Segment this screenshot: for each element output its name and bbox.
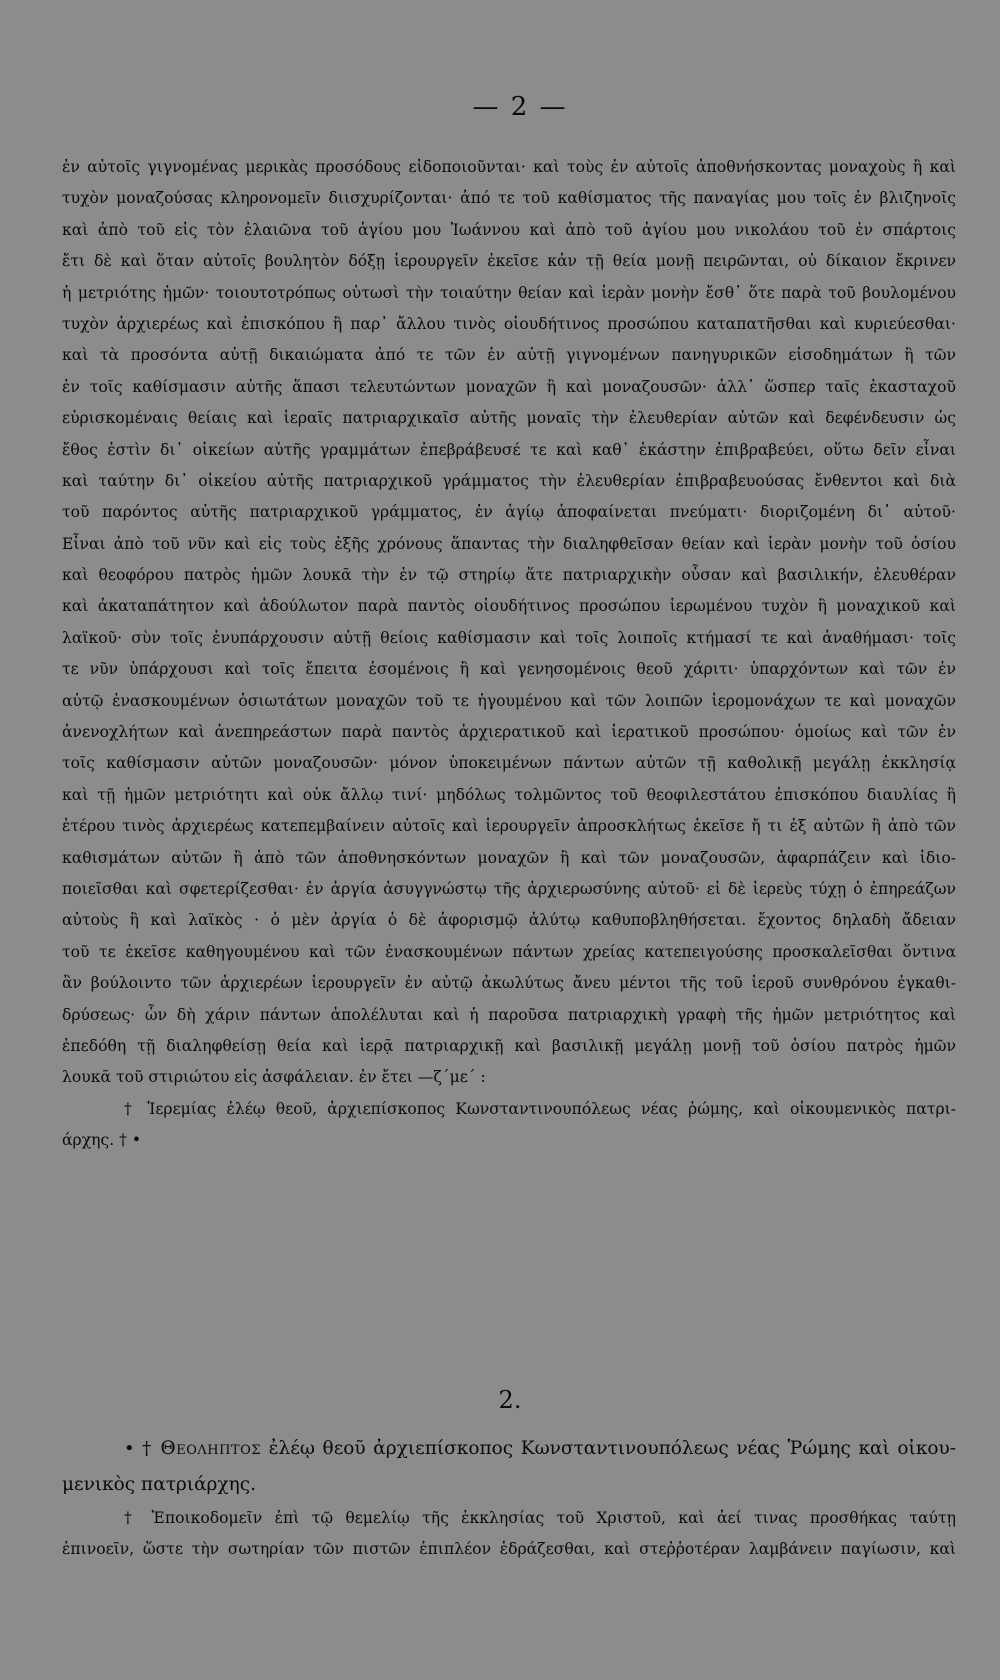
text-line: δρύσεως· ὧν δὴ χάριν πάντων ἀπολέλυται καὶ ἡ παροῦσα πατριαρχικὴ γραφὴ τῆς ἡμῶν μετριότητος καὶ (62, 1005, 956, 1024)
text-line: καὶ τὰ προσόντα αὐτῇ δικαιώματα ἀπό τε τῶν ἐν αὐτῇ γιγνομένων πανηγυρικῶν εἰσοδημάτων ἢ τῶν (62, 346, 956, 365)
text-line: τοῦ τε ἐκεῖσε καθηγουμένου καὶ τῶν ἐνασκουμένων πάντων χρείας κατεπειγούσης προσκαλεῖσθαι ὅντινα (62, 942, 956, 961)
document-body (62, 152, 956, 1157)
text-line: ἔτι δὲ καὶ ὅταν αὐτοῖς βουλητὸν δόξῃ ἱερουργεῖν ἐκεῖσε κἀν τῇ θεία μονῇ πειρῶνται, οὐ δίκαιον ἔκρινεν (62, 252, 956, 271)
text-line: εὑρισκομέναις θείαις καὶ ἱεραῖς πατριαρχικαῖσ αὐτῆς μοναῖς τὴν ἐλευθερίαν αὐτῶν καὶ δεφένδευσιν ὡς (62, 409, 956, 428)
text-line: καὶ τῇ ἡμῶν μετριότητι καὶ οὐκ ἄλλῳ τινί· μηδόλως τολμῶντος τοῦ θεοφιλεστάτου ἐπισκόπου διαυλίας ἢ (62, 785, 956, 804)
section-number: 2. (498, 1386, 522, 1414)
section-body (62, 1431, 956, 1566)
text-line: καὶ ταύτην δι᾽ οἰκείου αὐτῆς πατριαρχικοῦ γράμματος τὴν ἐλευθερίαν ἐπιβραβευούσας ἔνθεντοι καὶ διὰ (62, 471, 956, 490)
signature-line-end: άρχης. † • (62, 1131, 142, 1150)
text-line: τοῖς καθίσμασιν αὐτῶν μοναζουσῶν· μόνον ὑποκειμένων πάντων αὐτῶν τῇ καθολικῇ μεγάλῃ ἐκκλησίᾳ (62, 754, 956, 773)
page-number: — 2 — (472, 92, 568, 122)
text-line: ἑτέρου τινὸς ἀρχιερέως κατεπεμβαίνειν αὐτοῖς καὶ ἱερουργεῖν ἀπροσκλήτως ἐκεῖσε ἤ τι ἐξ αὐτῶν ἢ ἀπὸ τῶν (62, 817, 956, 836)
heading-name: Θεοληπτος (160, 1438, 261, 1459)
text-line: τυχὸν ἀρχιερέως καὶ ἐπισκόπου ἢ παρ᾽ ἄλλου τινὸς οἱουδήτινος προσώπου καταπατῆσθαι καὶ κυριεύεσθαι· (62, 314, 956, 333)
text-line: τε νῦν ὑπάρχουσι καὶ τοῖς ἔπειτα ἐσομένοις ἢ καὶ γενησομένοις θεοῦ χάριτι· ὑπαρχόντων καὶ τῶν ἐν (62, 660, 956, 679)
text-line: αὐτῷ ἐνασκουμένων ὁσιωτάτων μοναχῶν τοῦ τε ἡγουμένου καὶ τῶν λοιπῶν ἱερομονάχων τε καὶ μοναχῶν (62, 691, 956, 710)
text-line-date: λουκᾶ τοῦ στιριώτου εἰς ἀσφάλειαν. ἐν ἔτει —ζ΄με΄ : (62, 1068, 486, 1087)
cross-mark: • † (124, 1438, 153, 1459)
text-line: ἀνενοχλήτων καὶ ἀνεπηρεάστων παρὰ παντὸς ἀρχιερατικοῦ καὶ ἱερατικοῦ προσώπου· ὁμοίως καὶ τῶν ἐν (62, 723, 956, 742)
text-line: καὶ ἀπὸ τοῦ εἰς τὸν ἐλαιῶνα τοῦ ἁγίου μου Ἰωάννου καὶ ἀπὸ τοῦ ἁγίου μου νικολάου τοῦ ἐν σπάρτοις (62, 220, 956, 239)
text-line: καὶ ἀκαταπάτητον καὶ ἀδούλωτον παρὰ παντὸς οἱουδήτινος προσώπου ἱερωμένου τυχὸν ἢ μοναχικοῦ καὶ (62, 597, 956, 616)
text-line: ἔθος ἐστὶν δι᾽ οἰκείων αὐτῆς γραμμάτων ἐπεβράβευσέ τε καὶ καθ᾽ ἑκάστην ἐπιβραβεύει, οὕτω δεῖν εἶναι (62, 440, 956, 459)
text-line: ἐν τοῖς καθίσμασιν αὐτῆς ἅπασι τελευτώντων μοναχῶν ἢ καὶ μοναζουσῶν· ἀλλ᾽ ὥσπερ ταῖς ἑκασταχοῦ (62, 377, 956, 396)
text-line: καὶ θεοφόρου πατρὸς ἡμῶν λουκᾶ τὴν ἐν τῷ στηρίῳ ἅτε πατριαρχικὴν οὖσαν καὶ βασιλικήν, ἐλευθέραν (62, 566, 956, 585)
section-text-line: † Ἐποικοδομεῖν ἐπὶ τῷ θεμελίῳ τῆς ἐκκλησίας τοῦ Χριστοῦ, καὶ ἀεί τινας προσθήκας ταύτῃ (124, 1509, 956, 1527)
section-heading (62, 1431, 956, 1467)
section-heading-continued: μενικὸς πατριάρχης. (62, 1474, 256, 1495)
text-line: καθισμάτων αὐτῶν ἢ ἀπὸ τῶν ἀποθνησκόντων μοναχῶν ἢ καὶ τῶν μοναζουσῶν, ἀφαρπάζειν καὶ ἰδιο- (62, 848, 956, 867)
text-line: τυχὸν μοναζούσας κληρονομεῖν διισχυρίζονται· ἀπό τε τοῦ καθίσματος τῆς παναγίας μου τοῖς ἐν βλιζηνοῖς (62, 189, 956, 208)
text-line: λαϊκοῦ· σὺν τοῖς ἐνυπάρχουσιν αὐτῇ θείοις καθίσμασιν καὶ τοῖς λοιποῖς κτήμασί τε καὶ ἀναθήμασι· τοῖς (62, 628, 956, 647)
section-text-line: ἐπινοεῖν, ὥστε τὴν σωτηρίαν τῶν πιστῶν ἐπιπλέον ἑδράζεσθαι, καὶ στεῤῥοτέραν λαμβάνειν παγίωσιν, καὶ (62, 1540, 956, 1559)
text-line: Εἶναι ἀπὸ τοῦ νῦν καὶ εἰς τοὺς ἑξῆς χρόνους ἅπαντας τὴν διαληφθεῖσαν θείαν καὶ ἱερὰν μονὴν τοῦ ὁσίου (62, 534, 956, 553)
text-line: ποιεῖσθαι καὶ σφετερίζεσθαι· ἐν ἀργία ἀσυγγνώστῳ τῆς ἀρχιερωσύνης αὐτοῦ· εἰ δὲ ἱερεὺς τύχῃ ὁ ἐπηρεάζων (62, 879, 956, 898)
text-line: αὐτοὺς ἢ καὶ λαϊκὸς · ὁ μὲν ἀργία ὁ δὲ ἀφορισμῷ ἀλύτῳ καθυποβληθήσεται. ἔχοντος δηλαδὴ ἄδειαν (62, 911, 956, 930)
heading-rest: ἐλέῳ θεοῦ ἀρχιεπίσκοπος Κωνσταντινουπόλεως νέας Ῥώμης καὶ οἰκου- (268, 1438, 956, 1459)
text-line: ἐπεδόθη τῇ διαληφθείσῃ θεία καὶ ἱερᾷ πατριαρχικῇ καὶ βασιλικῇ μεγάλῃ μονῇ τοῦ ὁσίου πατρὸς ἡμῶν (62, 1036, 956, 1055)
text-line: ἐν αὐτοῖς γιγνομένας μερικὰς προσόδους εἰδοποιοῦνται· καὶ τοὺς ἐν αὐτοῖς ἀποθνήσκοντας μοναχοὺς ἢ καὶ (62, 158, 956, 176)
text-line: τοῦ παρόντος αὐτῆς πατριαρχικοῦ γράμματος, ἐν ἁγίῳ ἀποφαίνεται πνεύματι· διοριζομένη δι᾽ αὐτοῦ· (62, 503, 956, 522)
text-line: ἂν βούλοιντο τῶν ἀρχιερέων ἱερουργεῖν ἐν αὐτῷ ἀκωλύτως ἄνευ μέντοι τῆς τοῦ ἱεροῦ συνθρόνου ἐγκαθι- (62, 974, 956, 993)
text-line: ἡ μετριότης ἡμῶν· τοιουτοτρόπως οὑτωσὶ τὴν τοιαύτην θείαν καὶ ἱερὰν μονὴν ἔσθ᾽ ὅτε παρὰ τοῦ βουλομένου (62, 283, 956, 302)
signature-line: † Ἱερεμίας ἐλέῳ θεοῦ, ἀρχιεπίσκοπος Κωνσταντινουπόλεως νέας ῥώμης, καὶ οἰκουμενικὸς πατρι- (124, 1099, 956, 1118)
